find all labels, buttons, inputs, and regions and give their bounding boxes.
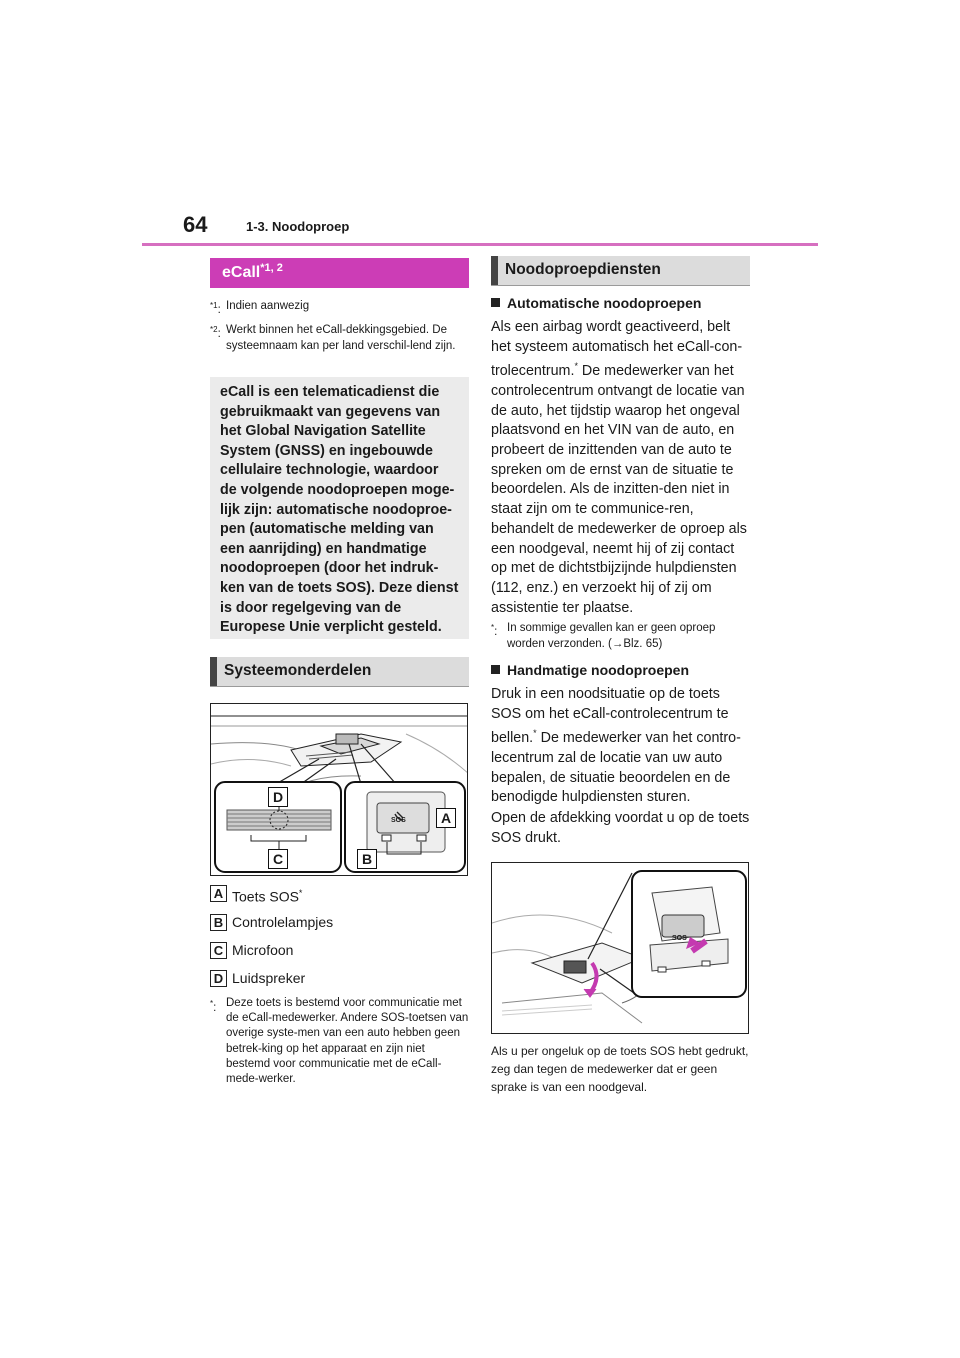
intro-box [210,377,469,639]
ecall-title: eCall$^{*1, 2}$ [222,262,283,281]
services-heading: Noodoproepdiensten [491,256,750,286]
sos-cover-illustration [492,863,749,1034]
sos-cover-figure [491,862,749,1034]
auto-calls-text: Als een airbag wordt geactiveerd, belt het systeem automatisch het eCall-con-trolecentrum.* De medewerker van het controlecentrum ontvangt de locatie van de auto, het tijdstip waarop het ongeval plaatsvond en het VIN van de auto, en probeert de inzittenden van de auto te spreken om de ernst van de situatie te beoordelen. Als de inzitten-den niet in staat zijn om te communice-ren, behandelt de medewerker de oproep als een noodgeval, neemt hij of zij contact op met de dichtstbijzijnde hulpdiensten (112, enz.) en verzoekt hij of zij om assistentie ter plaatse. [491,319,747,616]
legend-item-c: C Microfoon [210,942,293,959]
legend-item-d: D Luidspreker [210,970,305,987]
running-header: 1-3. Noodoproep [246,219,350,234]
legend-item-b: B Controlelampjes [210,914,333,931]
footnote-1: $^{*1}$: Indien aanwezig [210,300,310,316]
footnote-star: *: Deze toets is bestemd voor communicatie met de eCall-medewerker. Andere SOS-toetsen van overige syste-men van een auto hebben geen betrek-king op het apparaat en zijn niet bestemd voor communicatie met de eCall-mede-werker. [210,997,469,1086]
figure-label-a: A [436,808,456,828]
figure-label-d: D [268,787,288,807]
figure-2-sos-text: SOS [672,935,687,942]
open-cover-text: Open de afdekking voordat u op de toets SOS drukt. [491,810,750,846]
ecall-title-bar [210,258,469,288]
figure-caption: Als u per ongeluk op de toets SOS hebt gedrukt, zeg dan tegen de medewerker dat er geen sprake is van een noodgeval. [491,1044,749,1094]
figure-label-c: C [268,849,288,869]
legend-item-a: A Toets SOS* [210,885,302,902]
header-rule [142,243,818,246]
manual-calls-heading: Handmatige noodoproepen [491,662,689,678]
console-illustration [211,704,468,876]
intro-text: eCall is een telematicadienst die gebruikmaakt van gegevens van het Global Navigation Satellite System (GNSS) en ingebouwde cellulaire technologie, waardoor de volgende noodoproepen moge-lijk zijn: automatische noodoproe-pen (automatische melding van een aanrijding) en handmatige noodoproepen (door het indruk-ken van de toets SOS). Deze dienst is door regelgeving van de Europese Unie verplicht gesteld. [220,384,459,636]
figure-sos-text: SOS [391,817,406,824]
auto-calls-heading: Automatische noodoproepen [491,295,701,311]
auto-calls-footnote: *: In sommige gevallen kan er geen oproep worden verzonden. (→Blz. 65) [491,622,716,650]
footnote-2: $^{*2}$: Werkt binnen het eCall-dekkingsgebied. De systeemnaam kan per land verschil-lend zijn. [210,324,456,352]
figure-label-b: B [357,849,377,869]
manual-calls-text: Druk in een noodsituatie op de toets SOS om het eCall-controlecentrum te bellen.* De medewerker van het contro-lecentrum zal de locatie van uw auto bepalen, de situatie beoordelen en de benodigde hulpdiensten sturen. [491,686,741,806]
components-heading: Systeemonderdelen [210,657,469,687]
page-number: 64 [183,212,208,237]
console-figure [210,703,468,876]
